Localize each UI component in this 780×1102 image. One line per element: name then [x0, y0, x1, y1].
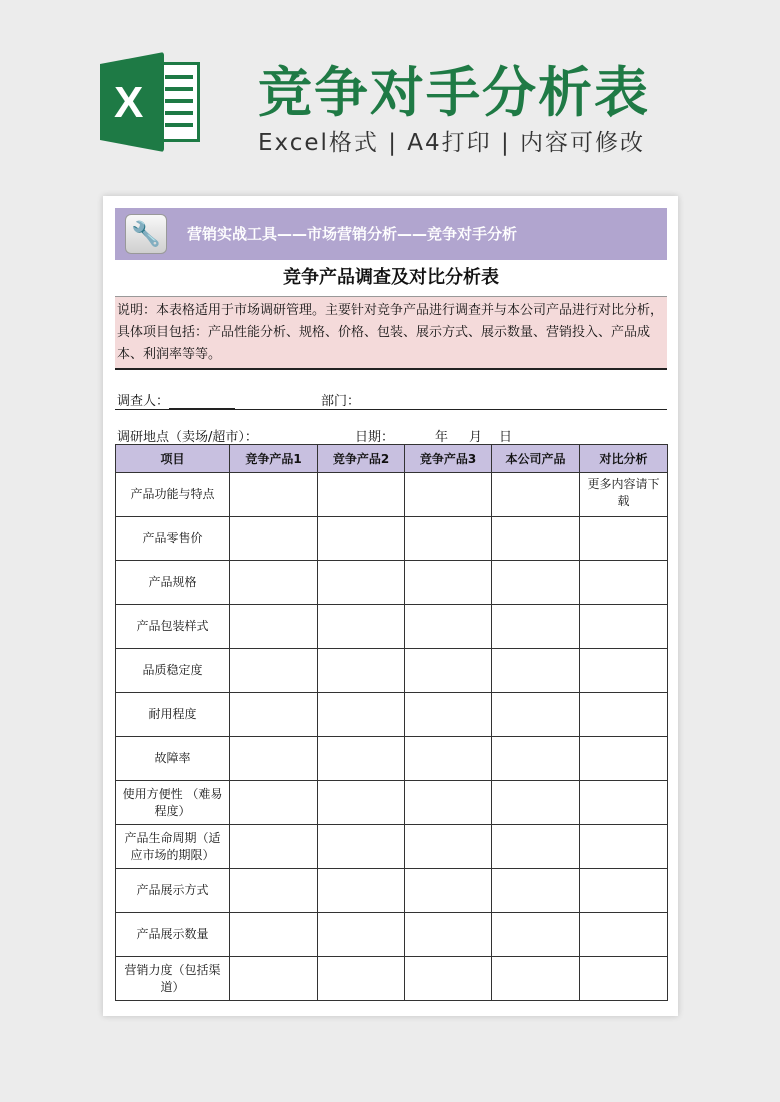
- table-cell[interactable]: [230, 737, 318, 781]
- column-header: 竞争产品3: [405, 445, 492, 473]
- comparison-cell[interactable]: [580, 913, 668, 957]
- excel-icon: [100, 52, 200, 152]
- toolbar-banner: [115, 208, 667, 260]
- date-label: 日期：: [355, 430, 395, 445]
- table-cell[interactable]: [405, 693, 492, 737]
- table-row: [116, 957, 668, 1001]
- table-cell[interactable]: [318, 693, 405, 737]
- table-cell[interactable]: [230, 781, 318, 825]
- table-cell[interactable]: [405, 649, 492, 693]
- table-row: [116, 781, 668, 825]
- table-row: [116, 605, 668, 649]
- comparison-cell[interactable]: [580, 649, 668, 693]
- table-cell[interactable]: [405, 825, 492, 869]
- table-cell[interactable]: [230, 825, 318, 869]
- location-row: [115, 418, 667, 444]
- table-header-row: [116, 445, 668, 473]
- table-row: [116, 737, 668, 781]
- table-cell[interactable]: [492, 693, 580, 737]
- comparison-table: [115, 444, 668, 1001]
- comparison-cell[interactable]: [580, 605, 668, 649]
- table-cell[interactable]: [318, 957, 405, 1001]
- table-body: [116, 473, 668, 1001]
- table-cell[interactable]: [318, 473, 405, 517]
- document-content: [115, 208, 667, 1001]
- row-item-label: 故障率: [116, 737, 230, 781]
- wrench-icon: 🔧: [125, 214, 167, 254]
- table-cell[interactable]: [230, 649, 318, 693]
- table-cell[interactable]: [230, 957, 318, 1001]
- comparison-cell[interactable]: [580, 869, 668, 913]
- table-title: 竞争产品调查及对比分析表: [283, 267, 499, 288]
- toolbar-text: 营销实战工具——市场营销分析——竞争对手分析: [187, 225, 518, 243]
- table-cell[interactable]: [405, 913, 492, 957]
- row-item-label: 品质稳定度: [116, 649, 230, 693]
- row-item-label: 产品包装样式: [116, 605, 230, 649]
- page-title: 竞争对手分析表: [258, 61, 650, 124]
- row-item-label: 产品规格: [116, 561, 230, 605]
- column-header: 竞争产品2: [318, 445, 405, 473]
- table-cell[interactable]: [230, 869, 318, 913]
- row-item-label: 产品零售价: [116, 517, 230, 561]
- table-cell[interactable]: [318, 913, 405, 957]
- row-item-label: 产品展示数量: [116, 913, 230, 957]
- row-item-label: 耐用程度: [116, 693, 230, 737]
- table-cell[interactable]: [318, 517, 405, 561]
- table-cell[interactable]: [492, 825, 580, 869]
- table-row: [116, 913, 668, 957]
- department-label: 部门：: [321, 394, 361, 409]
- year-label: 年: [435, 430, 449, 445]
- table-cell[interactable]: [318, 869, 405, 913]
- table-cell[interactable]: [318, 737, 405, 781]
- investigator-blank: [169, 397, 235, 409]
- table-cell[interactable]: [492, 473, 580, 517]
- table-cell[interactable]: [230, 693, 318, 737]
- comparison-cell[interactable]: 更多内容请下载: [580, 473, 668, 517]
- comparison-cell[interactable]: [580, 781, 668, 825]
- row-item-label: 使用方便性 （难易程度）: [116, 781, 230, 825]
- row-item-label: 营销力度（包括渠道）: [116, 957, 230, 1001]
- table-cell[interactable]: [318, 561, 405, 605]
- comparison-cell[interactable]: [580, 561, 668, 605]
- table-cell[interactable]: [405, 561, 492, 605]
- table-cell[interactable]: [230, 517, 318, 561]
- table-cell[interactable]: [405, 957, 492, 1001]
- month-label: 月: [469, 430, 483, 445]
- excel-logo-letter: X: [114, 78, 144, 127]
- table-row: [116, 693, 668, 737]
- column-header: 对比分析: [580, 445, 668, 473]
- table-cell[interactable]: [230, 913, 318, 957]
- column-header: 项目: [116, 445, 230, 473]
- table-row: [116, 649, 668, 693]
- table-cell[interactable]: [318, 649, 405, 693]
- table-cell[interactable]: [492, 869, 580, 913]
- table-row: [116, 561, 668, 605]
- day-label: 日: [499, 430, 513, 445]
- table-cell[interactable]: [492, 605, 580, 649]
- document-preview: [103, 196, 678, 1016]
- investigator-row: [115, 382, 667, 410]
- table-cell[interactable]: [230, 561, 318, 605]
- page-subtitle: Excel格式 | A4打印 | 内容可修改: [258, 130, 646, 156]
- table-cell[interactable]: [318, 781, 405, 825]
- comparison-cell[interactable]: [580, 957, 668, 1001]
- location-label: 调研地点（卖场/超市）：: [117, 430, 258, 445]
- column-header: 本公司产品: [492, 445, 580, 473]
- comparison-cell[interactable]: [580, 693, 668, 737]
- header-banner: [0, 0, 780, 190]
- row-item-label: 产品展示方式: [116, 869, 230, 913]
- table-cell[interactable]: [405, 605, 492, 649]
- comparison-cell[interactable]: [580, 737, 668, 781]
- table-cell[interactable]: [230, 605, 318, 649]
- comparison-cell[interactable]: [580, 517, 668, 561]
- table-cell[interactable]: [318, 825, 405, 869]
- table-cell[interactable]: [492, 957, 580, 1001]
- table-row: [116, 517, 668, 561]
- table-cell[interactable]: [405, 517, 492, 561]
- table-cell[interactable]: [492, 737, 580, 781]
- table-row: [116, 869, 668, 913]
- comparison-cell[interactable]: [580, 825, 668, 869]
- description-box: 说明：本表格适用于市场调研管理。主要针对竞争产品进行调查并与本公司产品进行对比分析，具体项目包括：产品性能分析、规格、价格、包装、展示方式、展示数量、营销投入、产品成本、利润率等等。: [115, 296, 667, 370]
- table-cell[interactable]: [492, 649, 580, 693]
- table-row: [116, 473, 668, 517]
- column-header: 竞争产品1: [230, 445, 318, 473]
- table-row: [116, 825, 668, 869]
- table-cell[interactable]: [492, 781, 580, 825]
- table-cell[interactable]: [492, 561, 580, 605]
- table-cell[interactable]: [492, 913, 580, 957]
- row-item-label: 产品生命周期（适应市场的期限）: [116, 825, 230, 869]
- table-cell[interactable]: [405, 473, 492, 517]
- investigator-label: 调查人：: [117, 394, 170, 409]
- table-cell[interactable]: [405, 737, 492, 781]
- row-item-label: 产品功能与特点: [116, 473, 230, 517]
- table-cell[interactable]: [405, 869, 492, 913]
- table-cell[interactable]: [492, 517, 580, 561]
- table-cell[interactable]: [405, 781, 492, 825]
- table-cell[interactable]: [318, 605, 405, 649]
- table-cell[interactable]: [230, 473, 318, 517]
